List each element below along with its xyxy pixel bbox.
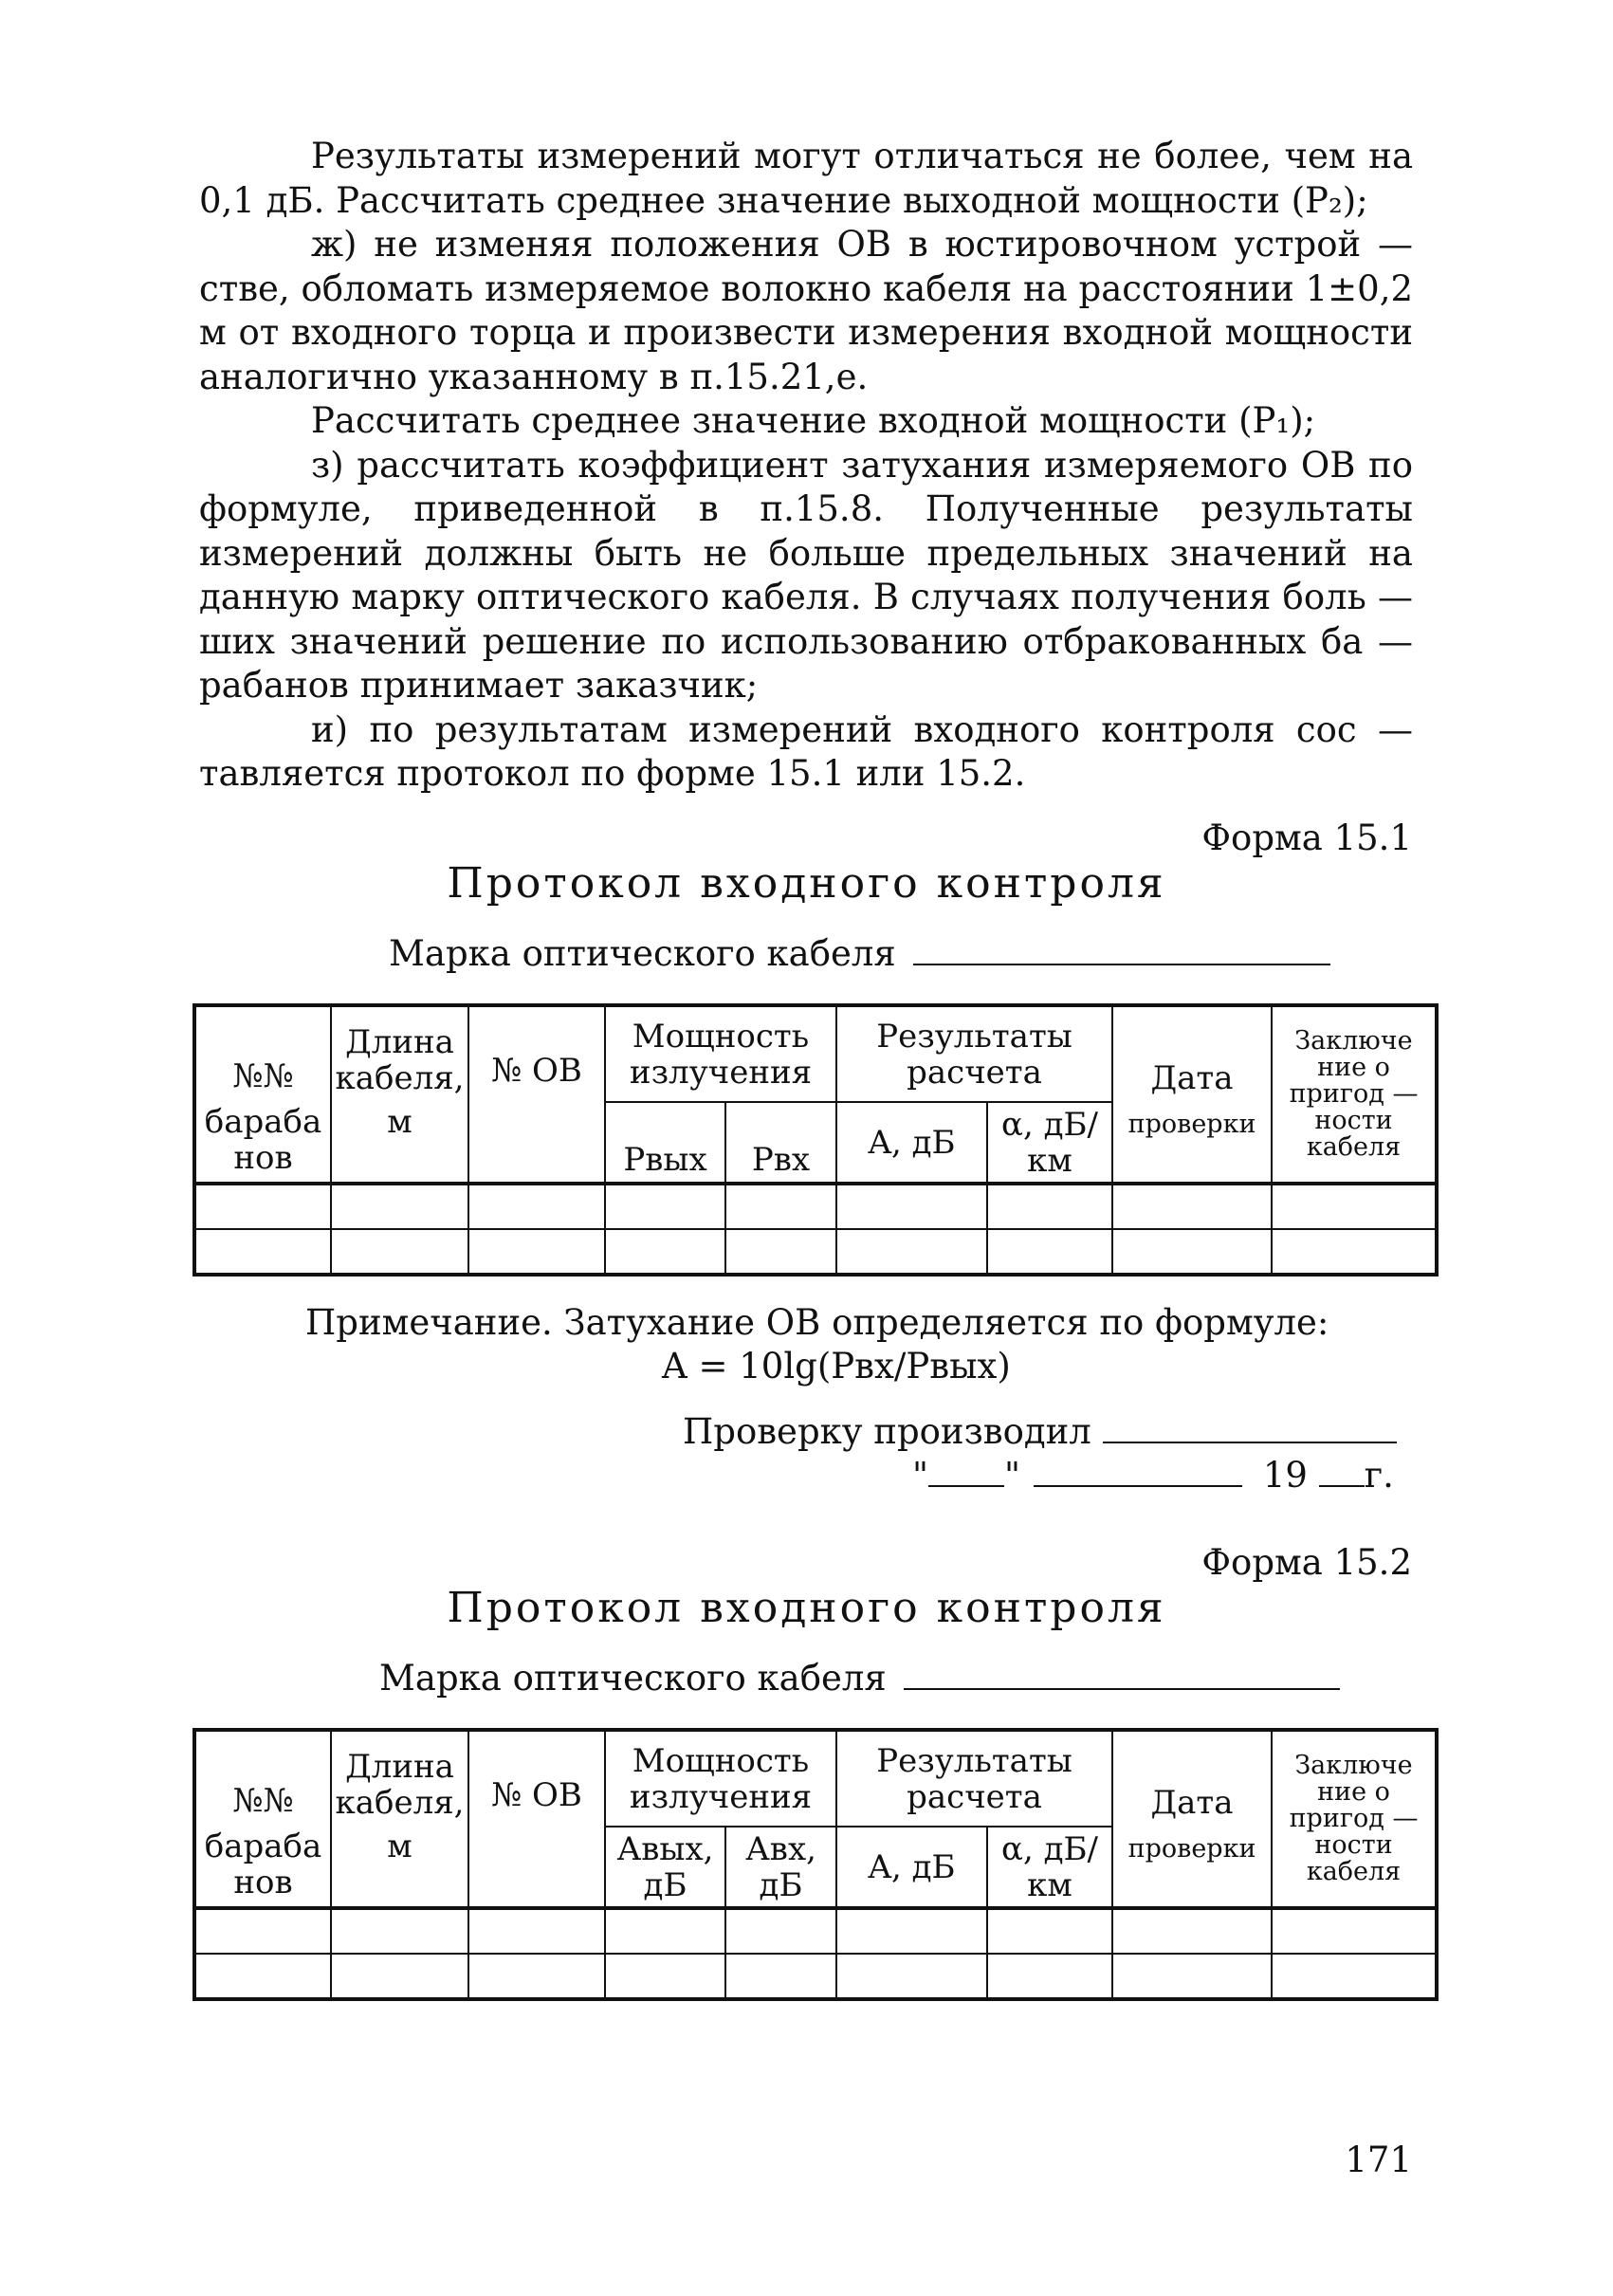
cell[interactable] [331,1229,468,1275]
form1-brand-field[interactable] [913,935,1330,965]
col-attenuation: A, дБ [836,1827,987,1908]
form1-brand-line [389,933,1330,974]
cell[interactable] [1112,1908,1272,1954]
day-field[interactable] [928,1457,1004,1487]
col-date-top: Дата [1112,1730,1272,1827]
col-drums-bottom: бараба нов [194,1102,331,1184]
form1-title: Протокол входного контроля [447,859,1166,908]
note-text: Примечание. Затухание ОВ определяется по формуле: [305,1302,1329,1343]
cell[interactable] [1112,1229,1272,1275]
col-length-top: Длина кабеля, [331,1730,468,1827]
cell[interactable] [1112,1184,1272,1229]
cell[interactable] [836,1229,987,1275]
col-power-out: Pвых [605,1102,725,1184]
form1-table [192,1003,1439,1277]
cell[interactable] [987,1184,1112,1229]
paragraph-1: Результаты измерений могут отличаться не более, чем на 0,1 дБ. Рассчитать среднее значение выходной мощности (P₂); [199,136,1413,221]
col-power: Мощность излучения [605,1730,836,1827]
col-date-top: Дата [1112,1005,1272,1102]
cell[interactable] [331,1954,468,1999]
cell[interactable] [725,1229,836,1275]
table-row [194,1229,1437,1275]
cell[interactable] [468,1229,605,1275]
cell[interactable] [605,1229,725,1275]
year-prefix: 19 [1262,1455,1308,1496]
col-conclusion: Заключе ние о пригод — ности кабеля [1272,1005,1437,1184]
cell[interactable] [987,1954,1112,1999]
col-length-bottom: м [331,1827,468,1908]
form2-title: Протокол входного контроля [447,1584,1166,1632]
cell[interactable] [331,1908,468,1954]
cell[interactable] [194,1229,331,1275]
year-field[interactable] [1319,1457,1365,1487]
cell[interactable] [836,1184,987,1229]
col-conclusion: Заключе ние о пригод — ности кабеля [1272,1730,1437,1908]
form2-brand-label: Марка оптического кабеля [379,1658,887,1699]
page-number: 171 [1345,2140,1412,2180]
col-results: Результаты расчета [836,1005,1112,1102]
cell[interactable] [1272,1954,1437,1999]
cell[interactable] [468,1184,605,1229]
cell[interactable] [836,1908,987,1954]
cell[interactable] [987,1229,1112,1275]
note-formula: A = 10lg(Pвх/Pвых) [662,1346,1011,1387]
col-date-bottom: проверки [1112,1827,1272,1908]
checked-by-field[interactable] [1103,1413,1397,1443]
cell[interactable] [468,1908,605,1954]
col-drums-top: №№ [194,1730,331,1827]
year-suffix: г. [1364,1455,1394,1496]
col-loss-in: Авх, дБ [725,1827,836,1908]
body-text [199,135,1413,797]
cell[interactable] [605,1184,725,1229]
note [305,1301,1329,1388]
cell[interactable] [725,1954,836,1999]
col-power: Мощность излучения [605,1005,836,1102]
cell[interactable] [1272,1184,1437,1229]
cell[interactable] [194,1908,331,1954]
form2-table [192,1728,1439,2001]
date-line [912,1455,1394,1496]
col-fiber-number: № ОВ [468,1005,605,1184]
form2-brand-line [379,1658,1340,1699]
form2-label: Форма 15.2 [1201,1542,1412,1583]
table-row [194,1954,1437,1999]
col-date-bottom: проверки [1112,1102,1272,1184]
checked-by-label: Проверку производил [683,1411,1091,1452]
col-drums-bottom: бараба нов [194,1827,331,1908]
table-row [194,1908,1437,1954]
cell[interactable] [725,1908,836,1954]
cell[interactable] [331,1184,468,1229]
quote-close: " [1004,1455,1021,1496]
cell[interactable] [725,1184,836,1229]
paragraph-5: и) по результатам измерений входного контроля сос — тавляется протокол по форме 15.1 или 15.2. [199,708,1413,794]
col-length-bottom: м [331,1102,468,1184]
month-field[interactable] [1034,1457,1242,1487]
quote-open: " [912,1455,929,1496]
cell[interactable] [194,1954,331,1999]
cell[interactable] [836,1954,987,1999]
paragraph-2: ж) не изменяя положения ОВ в юстировочном устрой — стве, обломать измеряемое волокно кабеля на расстоянии 1±0,2 м от входного торца и произвести измерения входной мощности аналогично указанному в п.15.21,е. [199,224,1413,397]
col-drums-top: №№ [194,1005,331,1102]
col-attenuation: A, дБ [836,1102,987,1184]
form1-label: Форма 15.1 [1201,817,1412,858]
cell[interactable] [1272,1908,1437,1954]
paragraph-4: з) рассчитать коэффициент затухания измеряемого ОВ по формуле, приведенной в п.15.8. Полученные результаты измерений должны быть не больше предельных значений на данную марку оптического кабеля. В случаях получения боль — ших значений решение по использованию отбракованных ба — рабанов принимает заказчик; [199,444,1413,706]
table-row [194,1184,1437,1229]
cell[interactable] [987,1908,1112,1954]
form1-brand-label: Марка оптического кабеля [389,933,896,974]
col-fiber-number: № ОВ [468,1730,605,1908]
cell[interactable] [468,1954,605,1999]
checked-by-line [683,1411,1397,1452]
cell[interactable] [194,1184,331,1229]
col-attenuation-coeff: α, дБ/км [987,1827,1112,1908]
col-results: Результаты расчета [836,1730,1112,1827]
cell[interactable] [1112,1954,1272,1999]
col-loss-out: Авых, дБ [605,1827,725,1908]
cell[interactable] [605,1908,725,1954]
col-power-in: Pвх [725,1102,836,1184]
cell[interactable] [1272,1229,1437,1275]
col-length-top: Длина кабеля, [331,1005,468,1102]
cell[interactable] [605,1954,725,1999]
form2-brand-field[interactable] [904,1660,1340,1690]
col-attenuation-coeff: α, дБ/км [987,1102,1112,1184]
paragraph-3: Рассчитать среднее значение входной мощности (P₁); [311,400,1316,441]
